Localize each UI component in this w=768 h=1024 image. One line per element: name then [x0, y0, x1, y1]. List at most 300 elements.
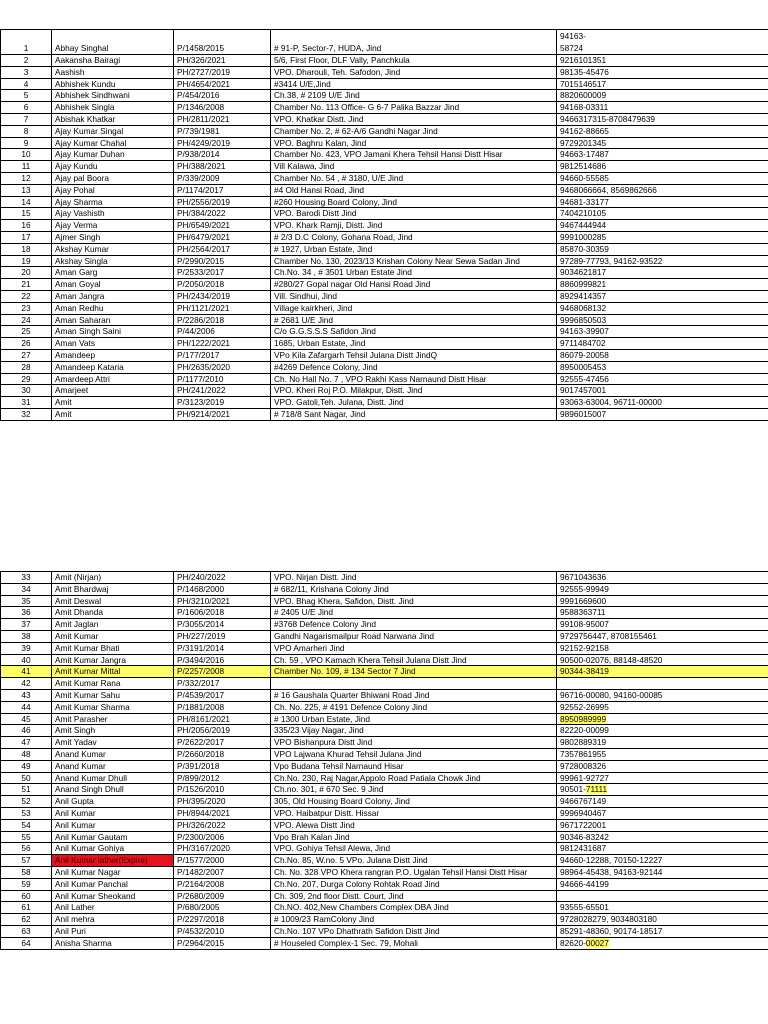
table-row — [1, 772, 768, 784]
registration-number-text: PH/6479/2021 — [177, 231, 231, 242]
name-cell — [52, 243, 174, 255]
address-text: Gandhi Nagarismailpur Road Narwana Jind — [274, 630, 435, 641]
phone-text: 94681-33177 — [560, 196, 609, 207]
address-text: # 1300 Urban Estate, Jind — [274, 713, 370, 724]
table-row — [1, 255, 768, 267]
address-cell — [271, 619, 557, 631]
serial-number-text: 53 — [21, 807, 31, 818]
phone-text: 8950005453 — [560, 361, 607, 372]
address-cell — [271, 302, 557, 314]
serial-number-text: 1 — [23, 43, 29, 54]
name-cell — [52, 231, 174, 243]
registration-number-text: PH/2635/2020 — [177, 361, 231, 372]
serial-number-cell — [1, 878, 52, 890]
phone-text: 8820600009 — [560, 90, 607, 101]
phone-cell — [557, 326, 768, 338]
phone-text: 9996850503 — [560, 314, 607, 325]
phone-text: 85291-48360, 90174-18517 — [560, 925, 663, 936]
registration-number-cell — [174, 666, 271, 678]
registration-number-cell — [174, 572, 271, 584]
address-text: Chamber No. 2, # 62-A/6 Gandhi Nagar Jind — [274, 125, 438, 136]
address-text: #280/27 Gopal nagar Old Hansi Road Jind — [274, 279, 431, 290]
table-row — [1, 642, 768, 654]
address-text: VPO. Kheri Roj P.O. Milakpur, Distt. Jind — [274, 385, 423, 396]
phone-cell — [557, 290, 768, 302]
table-row — [1, 914, 768, 926]
phone-cell — [557, 385, 768, 397]
serial-number-text: 26 — [21, 338, 31, 349]
name-text: Aman Saharan — [55, 314, 111, 325]
phone-cell — [557, 807, 768, 819]
address-cell — [271, 819, 557, 831]
address-cell — [271, 595, 557, 607]
registration-number-text: P/2533/2017 — [177, 267, 225, 278]
phone-text: 8929414357 — [560, 290, 607, 301]
address-cell — [271, 678, 557, 690]
serial-number-text: 7 — [23, 113, 29, 124]
phone-text: 9468068132 — [560, 302, 607, 313]
table-row — [1, 314, 768, 326]
address-cell — [271, 267, 557, 279]
name-cell — [52, 701, 174, 713]
registration-number-text: PH/3210/2021 — [177, 595, 231, 606]
table-row — [1, 925, 768, 937]
serial-number-cell — [1, 267, 52, 279]
serial-number-cell — [1, 113, 52, 125]
serial-number-cell — [1, 678, 52, 690]
serial-number-text: 33 — [21, 572, 31, 582]
serial-number-text: 55 — [21, 831, 31, 842]
registration-number-cell — [174, 725, 271, 737]
phone-cell — [557, 267, 768, 279]
name-text: Anand Kumar — [55, 748, 106, 759]
address-cell — [271, 338, 557, 350]
table-row — [1, 361, 768, 373]
registration-number-cell — [174, 66, 271, 78]
registration-number-text: P/454/2016 — [177, 90, 220, 101]
phone-text: 9216101351 — [560, 55, 607, 65]
table-row — [1, 784, 768, 796]
name-text: Aman Goyal — [55, 279, 101, 290]
phone-text: 9466317315-8708479639 — [560, 113, 656, 124]
registration-number-text: P/2964/2015 — [177, 937, 225, 948]
name-cell — [52, 349, 174, 361]
serial-number-text: 14 — [21, 196, 31, 207]
registration-number-cell — [174, 772, 271, 784]
name-cell — [52, 326, 174, 338]
name-text: Abhishek Sindhwani — [55, 90, 130, 101]
name-text: Amit — [55, 408, 72, 419]
phone-cell — [557, 890, 768, 902]
phone-text: 92552-26995 — [560, 701, 609, 712]
serial-number-text: 28 — [21, 361, 31, 372]
name-text: Amit Kumar Sharma — [55, 701, 130, 712]
registration-number-cell — [174, 607, 271, 619]
phone-cell — [557, 796, 768, 808]
address-cell — [271, 630, 557, 642]
phone-cell — [557, 397, 768, 409]
name-cell — [52, 255, 174, 267]
serial-number-cell — [1, 302, 52, 314]
serial-number-text: 58 — [21, 866, 31, 877]
address-text: 5/6, First Floor, DLF Vally, Panchkula — [274, 55, 410, 65]
name-cell — [52, 890, 174, 902]
address-text: Ch. No Hall No. 7 , VPO Rakhi Kass Narnaund Distt Hisar — [274, 373, 487, 384]
phone-cell — [557, 231, 768, 243]
address-cell — [271, 196, 557, 208]
name-cell — [52, 607, 174, 619]
table-row — [1, 619, 768, 631]
address-text: Ch.No. 207, Durga Colony Rohtak Road Jind — [274, 878, 440, 889]
registration-number-text: PH/2564/2017 — [177, 243, 231, 254]
phone-text: 9466767149 — [560, 796, 607, 807]
name-text: Ajay Pohal — [55, 184, 95, 195]
address-text: Vpo Brah Kalan Jind — [274, 831, 350, 842]
name-cell — [52, 30, 174, 55]
serial-number-cell — [1, 619, 52, 631]
address-text: VPO. Gatoli,Teh. Julana, Distt. Jind — [274, 397, 404, 408]
serial-number-text: 12 — [21, 172, 31, 183]
serial-number-text: 4 — [23, 78, 29, 89]
phone-cell — [557, 642, 768, 654]
name-text: Anil Kumar lather(Expire) — [55, 855, 148, 866]
serial-number-text: 63 — [21, 925, 31, 936]
registration-number-cell — [174, 760, 271, 772]
phone-cell — [557, 149, 768, 161]
phone-text: 9671043636 — [560, 572, 607, 582]
phone-cell — [557, 607, 768, 619]
phone-text: 9034621817 — [560, 267, 607, 278]
phone-cell — [557, 748, 768, 760]
name-text: Ajmer Singh — [55, 231, 101, 242]
name-text: Amit Kumar — [55, 630, 99, 641]
registration-number-text: PH/240/2022 — [177, 572, 226, 582]
address-cell — [271, 161, 557, 173]
phone-cell — [557, 408, 768, 420]
address-text: #4 Old Hansi Road, Jind — [274, 184, 364, 195]
address-text: Chamber No. 113 Office- G 6-7 Palika Bazzar Jind — [274, 102, 460, 113]
name-text: Amit Parasher — [55, 713, 108, 724]
table-row — [1, 713, 768, 725]
phone-text: 98964-45438, 94163-92144 — [560, 866, 663, 877]
name-cell — [52, 220, 174, 232]
phone-cell — [557, 619, 768, 631]
table-row — [1, 385, 768, 397]
registration-number-cell — [174, 583, 271, 595]
registration-number-text: P/2164/2008 — [177, 878, 225, 889]
phone-cell — [557, 113, 768, 125]
table-row — [1, 243, 768, 255]
name-cell — [52, 855, 174, 867]
phone-text: 82220-00099 — [560, 725, 609, 736]
name-text: Amit (Nirjan) — [55, 572, 102, 582]
registration-number-cell — [174, 595, 271, 607]
phone-text: 7015146517 — [560, 78, 607, 89]
address-cell — [271, 902, 557, 914]
serial-number-text: 44 — [21, 701, 31, 712]
registration-number-text: PH/2556/2019 — [177, 196, 231, 207]
registration-number-cell — [174, 914, 271, 926]
phone-cell — [557, 654, 768, 666]
name-text: Amit Jaglan — [55, 619, 99, 630]
registration-number-cell — [174, 678, 271, 690]
name-text: Ajay Kumar Singal — [55, 125, 124, 136]
registration-number-cell — [174, 161, 271, 173]
advocate-table-1 — [0, 29, 768, 421]
table-row — [1, 208, 768, 220]
registration-number-text: P/3055/2014 — [177, 619, 225, 630]
table-row — [1, 678, 768, 690]
name-cell — [52, 208, 174, 220]
address-text: VPO. Dharouli, Teh. Safodon, Jind — [274, 66, 401, 77]
registration-number-text: P/339/2009 — [177, 172, 220, 183]
phone-text: 99961-92727 — [560, 772, 609, 783]
phone-cell — [557, 172, 768, 184]
registration-number-cell — [174, 349, 271, 361]
serial-number-text: 29 — [21, 373, 31, 384]
table-row — [1, 583, 768, 595]
phone-cell — [557, 772, 768, 784]
name-cell — [52, 760, 174, 772]
name-text: Ajay Sharma — [55, 196, 103, 207]
registration-number-cell — [174, 619, 271, 631]
registration-number-text: P/2257/2008 — [177, 666, 225, 677]
phone-cell — [557, 349, 768, 361]
address-cell — [271, 843, 557, 855]
serial-number-cell — [1, 90, 52, 102]
phone-cell — [557, 630, 768, 642]
name-text: Abhay Singhal — [55, 43, 109, 54]
address-cell — [271, 290, 557, 302]
address-cell — [271, 784, 557, 796]
address-text: #260 Housing Board Colony, Jind — [274, 196, 397, 207]
phone-text: 99108-95007 — [560, 619, 609, 630]
serial-number-cell — [1, 102, 52, 114]
name-cell — [52, 302, 174, 314]
registration-number-text: P/2622/2017 — [177, 737, 225, 748]
registration-number-cell — [174, 737, 271, 749]
address-text: #4269 Defence Colony, Jind — [274, 361, 378, 372]
serial-number-text: 16 — [21, 220, 31, 231]
serial-number-cell — [1, 161, 52, 173]
serial-number-text: 20 — [21, 267, 31, 278]
serial-number-text: 39 — [21, 642, 31, 653]
address-text: Ch.No. 230, Raj Nagar,Appolo Road Patiala Chowk Jind — [274, 772, 481, 783]
name-cell — [52, 595, 174, 607]
phone-cell — [557, 583, 768, 595]
registration-number-cell — [174, 642, 271, 654]
address-cell — [271, 326, 557, 338]
registration-number-text: PH/2434/2019 — [177, 290, 231, 301]
phone-cell — [557, 925, 768, 937]
name-cell — [52, 161, 174, 173]
registration-number-text: P/1458/2015 — [177, 43, 225, 54]
registration-number-cell — [174, 314, 271, 326]
name-text: Anil Kumar — [55, 819, 96, 830]
phone-cell — [557, 855, 768, 867]
address-text: VPO. Barodi Distt Jind — [274, 208, 357, 219]
phone-text: 92555-99949 — [560, 583, 609, 594]
name-text: Ajay Vashisth — [55, 208, 105, 219]
serial-number-text: 48 — [21, 748, 31, 759]
name-text: Ajay Kumar Chahal — [55, 137, 127, 148]
name-cell — [52, 866, 174, 878]
phone-text: 92152-92158 — [560, 642, 609, 653]
name-text: Aman Garg — [55, 267, 98, 278]
registration-number-cell — [174, 843, 271, 855]
registration-number-cell — [174, 784, 271, 796]
address-cell — [271, 397, 557, 409]
address-text: VPO. Khatkar Distt. Jind — [274, 113, 364, 124]
registration-number-text: PH/241/2022 — [177, 385, 226, 396]
phone-text: 94660-55585 — [560, 172, 609, 183]
address-text: Vpo Budana Tehsil Narnaund Hisar — [274, 760, 404, 771]
registration-number-text: PH/384/2022 — [177, 208, 226, 219]
table-row — [1, 760, 768, 772]
table-row — [1, 326, 768, 338]
name-text: Abhishek Singla — [55, 102, 115, 113]
name-cell — [52, 725, 174, 737]
address-cell — [271, 855, 557, 867]
name-cell — [52, 373, 174, 385]
phone-cell — [557, 666, 768, 678]
address-cell — [271, 654, 557, 666]
serial-number-text: 54 — [21, 819, 31, 830]
name-cell — [52, 784, 174, 796]
registration-number-cell — [174, 748, 271, 760]
name-text: Anil Kumar Panchal — [55, 878, 128, 889]
serial-number-cell — [1, 349, 52, 361]
registration-number-text: PH/2727/2019 — [177, 66, 231, 77]
registration-number-cell — [174, 713, 271, 725]
table-row — [1, 125, 768, 137]
table-row — [1, 866, 768, 878]
phone-text: 7404210105 — [560, 208, 607, 219]
registration-number-text: PH/388/2021 — [177, 161, 226, 172]
phone-cell — [557, 66, 768, 78]
address-text: Vill. Sindhui, Jind — [274, 290, 338, 301]
table-row — [1, 607, 768, 619]
phone-cell — [557, 161, 768, 173]
serial-number-text: 57 — [21, 855, 31, 866]
name-cell — [52, 902, 174, 914]
table-row — [1, 279, 768, 291]
name-cell — [52, 267, 174, 279]
registration-number-cell — [174, 890, 271, 902]
phone-cell — [557, 819, 768, 831]
serial-number-cell — [1, 231, 52, 243]
phone-cell — [557, 361, 768, 373]
phone-cell — [557, 302, 768, 314]
phone-cell — [557, 866, 768, 878]
serial-number-cell — [1, 137, 52, 149]
serial-number-cell — [1, 914, 52, 926]
serial-number-cell — [1, 397, 52, 409]
serial-number-cell — [1, 607, 52, 619]
serial-number-cell — [1, 338, 52, 350]
name-cell — [52, 314, 174, 326]
table-row — [1, 666, 768, 678]
name-cell — [52, 90, 174, 102]
serial-number-text: 40 — [21, 654, 31, 665]
phone-text: 9729201345 — [560, 137, 607, 148]
name-cell — [52, 925, 174, 937]
serial-number-text: 31 — [21, 397, 31, 408]
phone-text: 90344-38419 — [560, 666, 609, 677]
serial-number-cell — [1, 220, 52, 232]
name-text: Amandeep Kataria — [55, 361, 124, 372]
name-text: Aakansha Bairagi — [55, 55, 121, 65]
name-text: Amardeep Attri — [55, 373, 110, 384]
serial-number-cell — [1, 925, 52, 937]
name-cell — [52, 878, 174, 890]
address-text: # 16 Gaushala Quarter Bhiwani Road Jind — [274, 689, 430, 700]
serial-number-cell — [1, 796, 52, 808]
name-text: Ajay Kundu — [55, 161, 98, 172]
serial-number-cell — [1, 642, 52, 654]
name-cell — [52, 843, 174, 855]
phone-cell — [557, 937, 768, 949]
table-2-body — [1, 572, 768, 950]
name-text: Amit Kumar Rana — [55, 678, 121, 689]
address-cell — [271, 66, 557, 78]
name-text: Aman Redhu — [55, 302, 104, 313]
registration-number-text: PH/395/2020 — [177, 796, 226, 807]
registration-number-text: P/1606/2018 — [177, 607, 225, 618]
registration-number-text: P/1881/2008 — [177, 701, 225, 712]
address-cell — [271, 760, 557, 772]
phone-text: 94162-88665 — [560, 125, 609, 136]
registration-number-cell — [174, 796, 271, 808]
serial-number-cell — [1, 843, 52, 855]
address-cell — [271, 279, 557, 291]
name-cell — [52, 831, 174, 843]
phone-cell — [557, 196, 768, 208]
registration-number-cell — [174, 701, 271, 713]
address-cell — [271, 243, 557, 255]
name-cell — [52, 583, 174, 595]
registration-number-cell — [174, 196, 271, 208]
name-text: Amit Dhanda — [55, 607, 103, 618]
serial-number-text: 64 — [21, 937, 31, 948]
address-cell — [271, 796, 557, 808]
registration-number-text: P/1174/2017 — [177, 184, 224, 195]
name-cell — [52, 807, 174, 819]
registration-number-text: P/1577/2000 — [177, 855, 225, 866]
table-row — [1, 737, 768, 749]
registration-number-text: PH/2056/2019 — [177, 725, 231, 736]
highlighted-phone-text: 71111 — [585, 784, 608, 795]
name-cell — [52, 397, 174, 409]
serial-number-text: 42 — [21, 678, 31, 689]
serial-number-text: 23 — [21, 302, 31, 313]
table-row — [1, 220, 768, 232]
address-text: #3768 Defence Colony Jind — [274, 619, 376, 630]
name-text: Aman Vats — [55, 338, 95, 349]
name-cell — [52, 55, 174, 67]
name-cell — [52, 737, 174, 749]
serial-number-text: 30 — [21, 385, 31, 396]
registration-number-text: P/1346/2008 — [177, 102, 225, 113]
registration-number-cell — [174, 267, 271, 279]
serial-number-text: 35 — [21, 595, 31, 606]
phone-text: 94163-39907 — [560, 326, 609, 337]
serial-number-text: 6 — [23, 102, 29, 113]
name-text: Anil Lather — [55, 902, 95, 913]
serial-number-cell — [1, 855, 52, 867]
registration-number-cell — [174, 878, 271, 890]
name-text: Anil Puri — [55, 925, 86, 936]
